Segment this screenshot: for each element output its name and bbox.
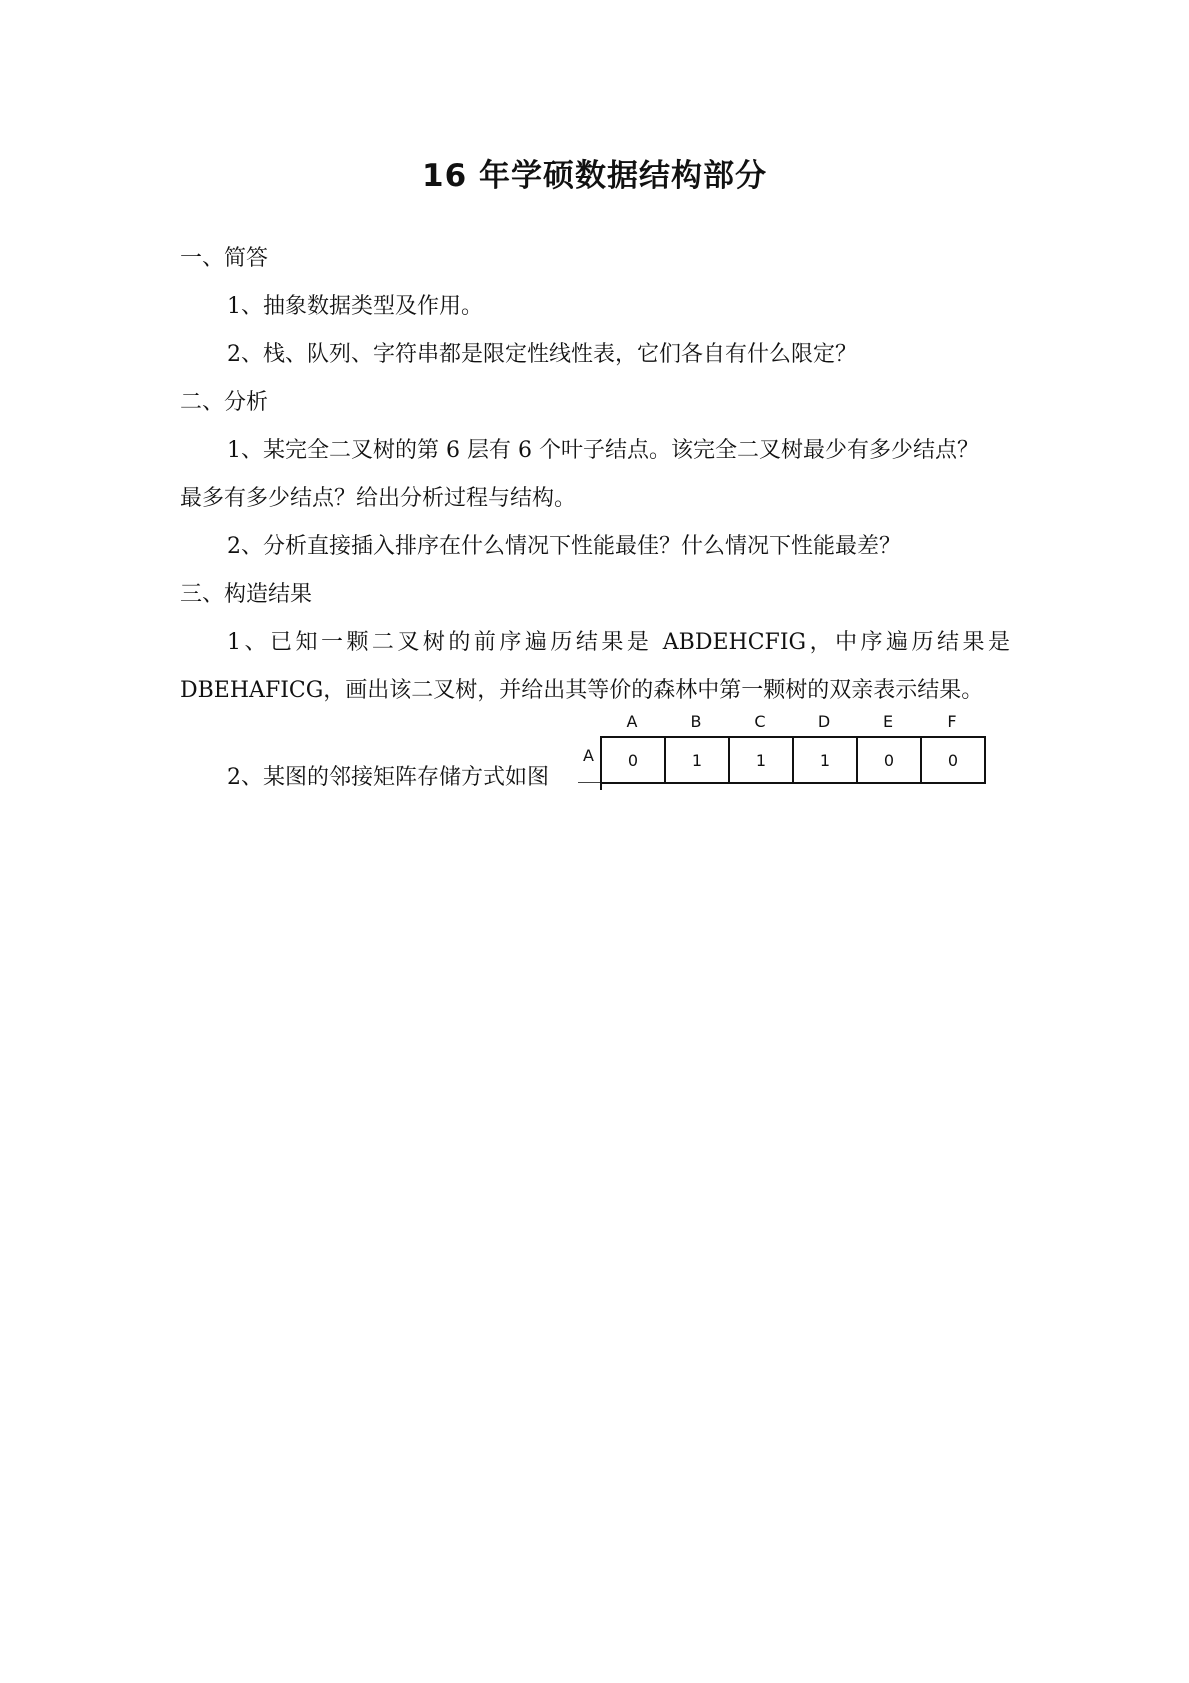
question-text: 1、抽象数据类型及作用。	[227, 294, 483, 319]
question-text: 1、已知一颗二叉树的前序遍历结果是 ABDEHCFIG，中序遍历结果是	[227, 630, 1010, 655]
matrix-cell: 1	[730, 738, 794, 784]
matrix-cell: 0	[602, 738, 666, 784]
figure-baseline-mark	[578, 782, 600, 783]
matrix-column-header: D	[817, 712, 831, 731]
matrix-grid	[600, 736, 986, 790]
matrix-column-header: F	[947, 712, 957, 731]
matrix-column-header: A	[626, 712, 638, 731]
matrix-row-header: A	[583, 746, 594, 765]
question-text: 2、栈、队列、字符串都是限定性线性表，它们各自有什么限定？	[227, 342, 857, 367]
question-text: 2、分析直接插入排序在什么情况下性能最佳？什么情况下性能最差？	[227, 534, 901, 559]
section-heading-short-answer: 一、简答	[180, 246, 269, 271]
question-text: 1、某完全二叉树的第 6 层有 6 个叶子结点。该完全二叉树最少有多少结点？	[227, 438, 979, 463]
section-heading-construction: 三、构造结果	[180, 582, 313, 607]
section-heading-analysis: 二、分析	[180, 390, 269, 415]
document-title: 16 年学硕数据结构部分	[422, 158, 767, 194]
matrix-cell: 0	[922, 738, 986, 784]
matrix-cell: 0	[858, 738, 922, 784]
question-text-continued: 最多有多少结点？给出分析过程与结构。	[180, 486, 577, 511]
matrix-column-header: C	[754, 712, 766, 731]
matrix-cell: 1	[666, 738, 730, 784]
question-text-continued: DBEHAFICG，画出该二叉树，并给出其等价的森林中第一颗树的双亲表示结果。	[180, 678, 984, 703]
matrix-column-header: E	[882, 712, 894, 731]
matrix-column-header: B	[690, 712, 702, 731]
question-text: 2、某图的邻接矩阵存储方式如图	[227, 765, 549, 790]
matrix-cell: 1	[794, 738, 858, 784]
